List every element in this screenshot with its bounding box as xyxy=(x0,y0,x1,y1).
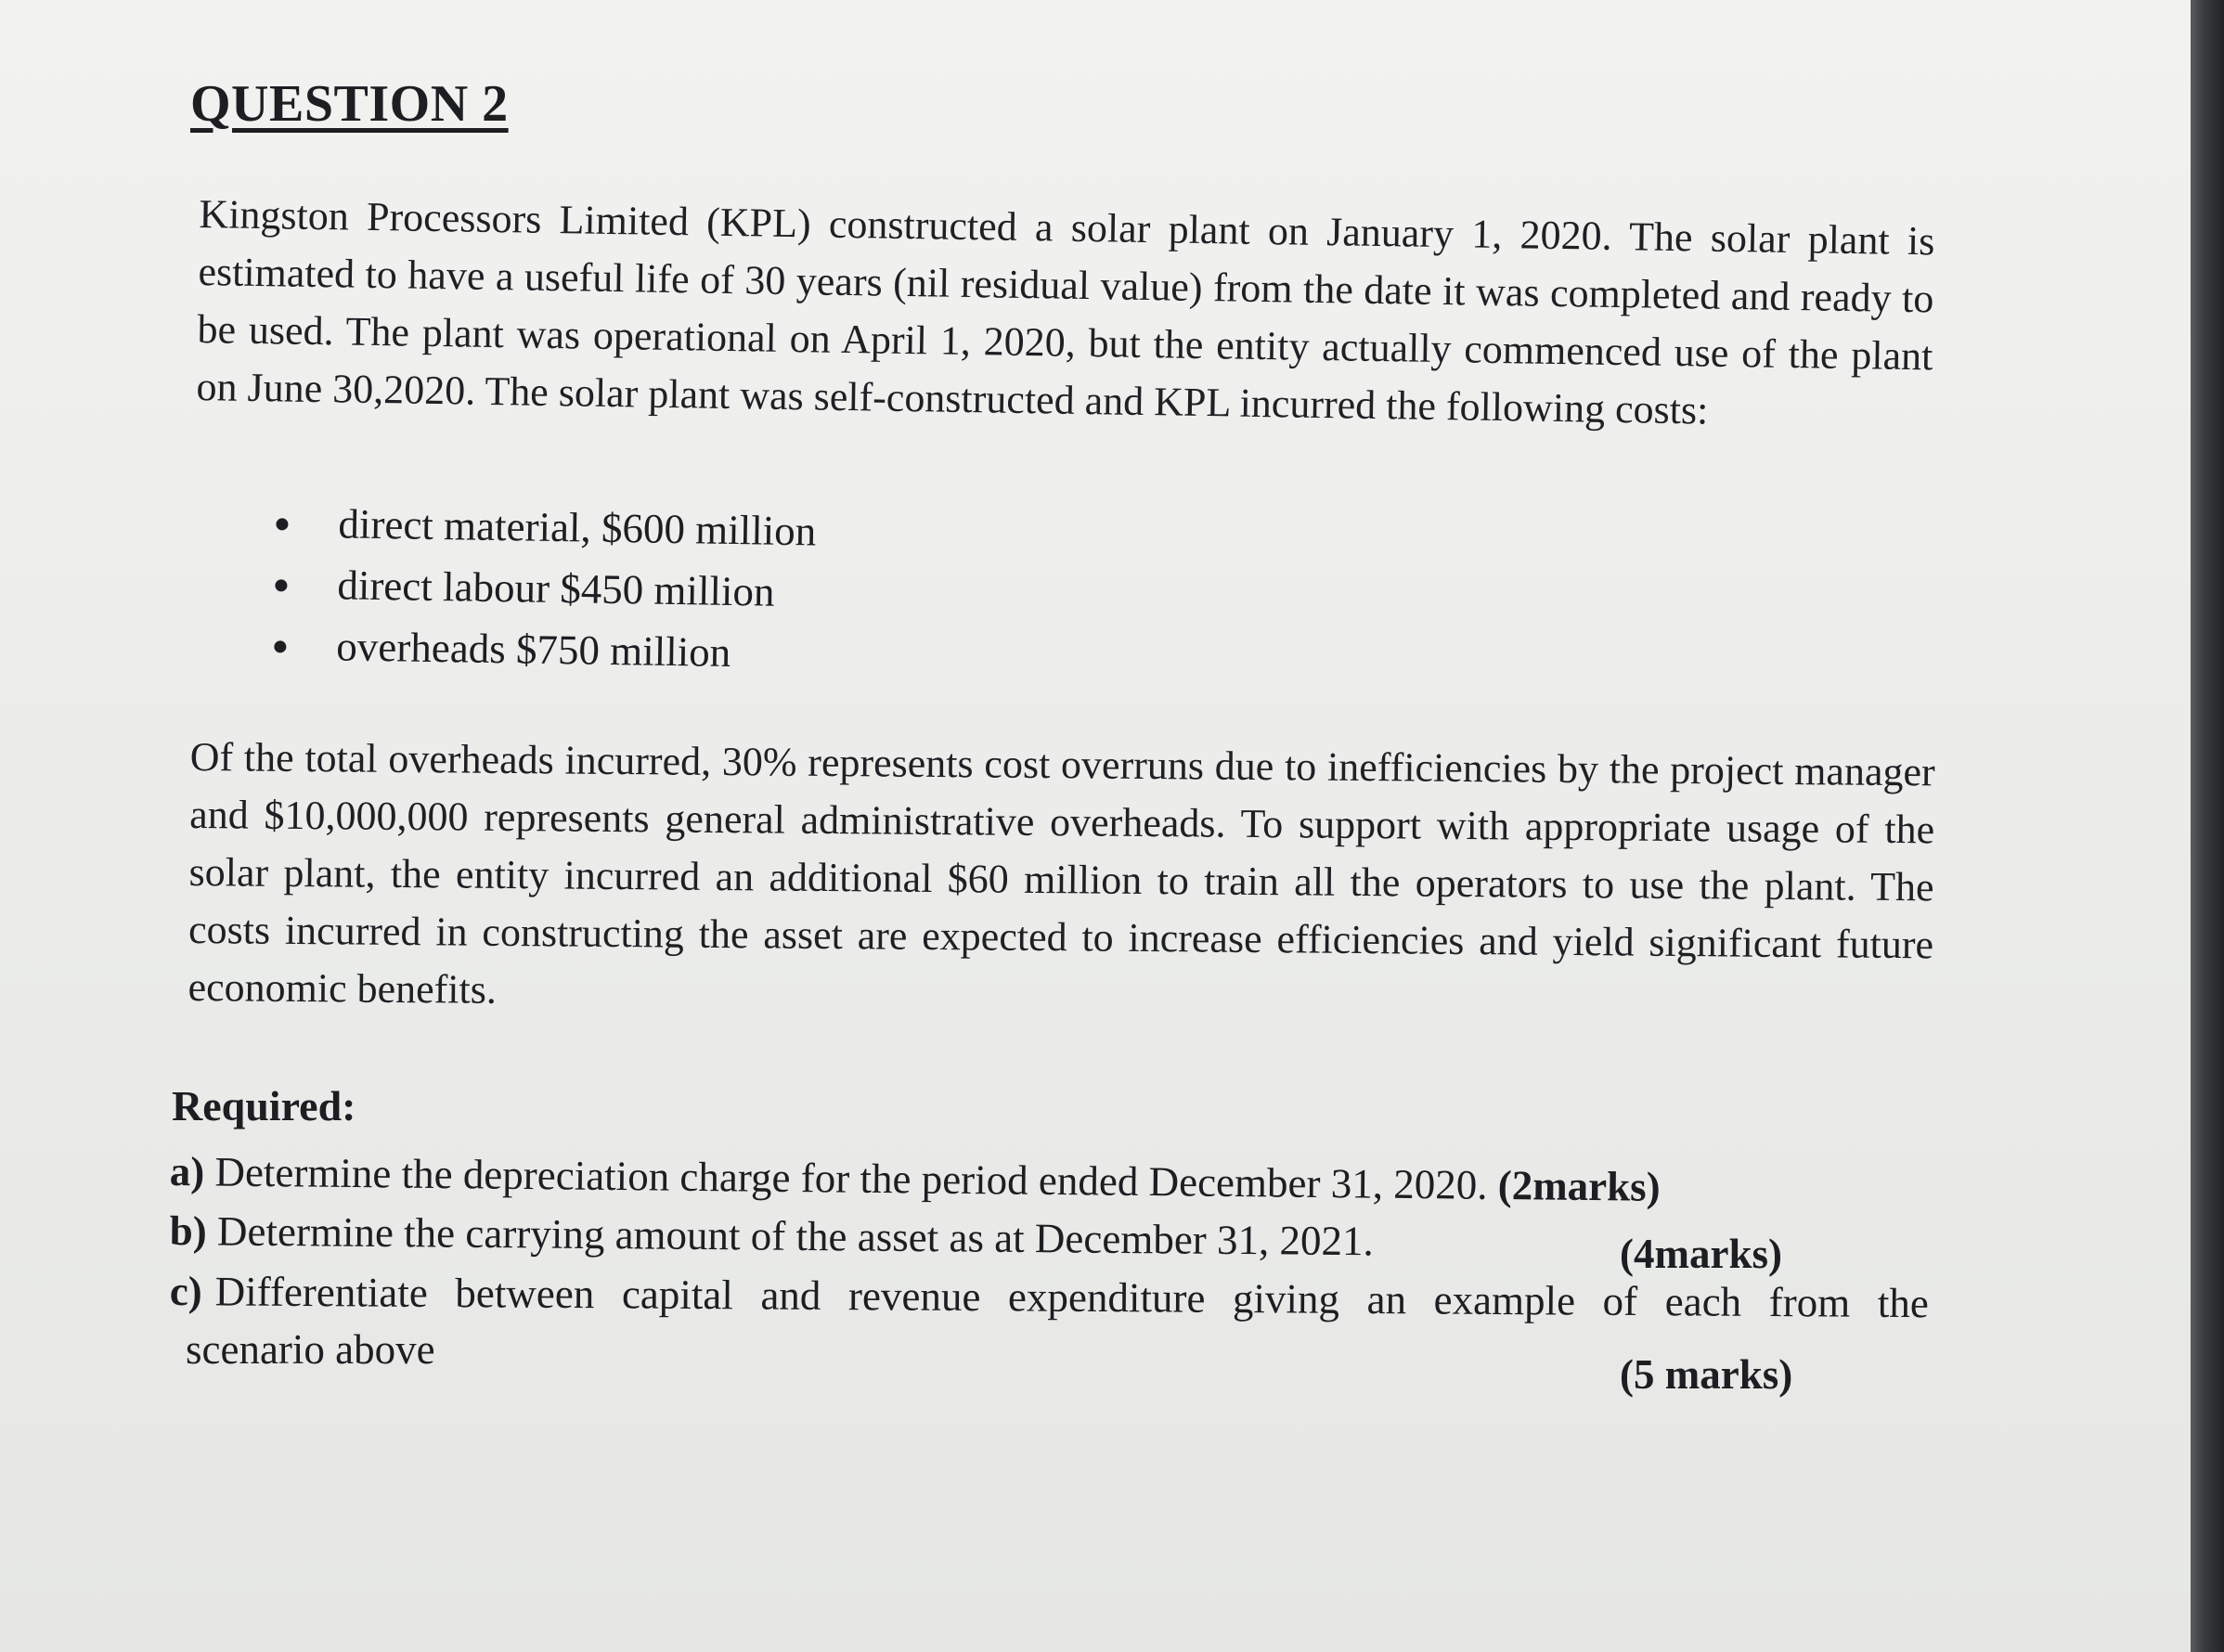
requirement-marks: (2marks) xyxy=(1497,1161,1661,1210)
requirement-letter: b) xyxy=(169,1207,208,1255)
bullet-icon xyxy=(274,640,286,652)
cost-item-text: overheads $750 million xyxy=(336,623,731,676)
requirement-text: Differentiate between capital and revenue expenditure giving an example of each from the xyxy=(214,1268,1929,1327)
bullet-icon xyxy=(275,579,287,591)
requirement-c-continuation: scenario above xyxy=(186,1326,435,1373)
requirement-text: Determine the depreciation charge for the period ended December 31, 2020. xyxy=(214,1148,1488,1208)
screen-bezel xyxy=(2191,0,2224,1652)
requirement-text: Determine the carrying amount of the asset as at December 31, 2021. xyxy=(216,1207,1375,1265)
required-heading: Required: xyxy=(172,1082,356,1129)
cost-list xyxy=(257,492,817,684)
list-item xyxy=(258,553,816,623)
list-item xyxy=(259,492,817,561)
requirement-letter: c) xyxy=(169,1268,202,1315)
scenario-paragraph-2: Of the total overheads incurred, 30% represents cost overruns due to inefficiencies by the project manager and $10,000,000 represents general administrative overheads. To support with appropriate usage of the solar plant, the entity incurred an additional $60 million to train all the operators to use the plant. The costs incurred in constructing the asset are expected to increase efficiencies and yield significant future economic benefits. xyxy=(187,733,1935,1013)
question-heading: QUESTION 2 xyxy=(190,75,509,133)
requirement-letter: a) xyxy=(169,1148,205,1195)
cost-item-text: direct material, $600 million xyxy=(338,500,817,555)
list-item xyxy=(257,614,815,684)
requirement-b xyxy=(170,1207,1374,1265)
scenario-paragraph-1: Kingston Processors Limited (KPL) constructed a solar plant on January 1, 2020. The solar plant is estimated to have a useful life of 30 years (nil residual value) from the date it was completed and ready to be used. The plant was operational on April 1, 2020, but the entity actually commenced use of the plant on June 30,2020. The solar plant was self-constructed and KPL incurred the following costs: xyxy=(196,190,1935,433)
requirement-c-marks: (5 marks) xyxy=(1620,1351,1793,1398)
cost-item-text: direct labour $450 million xyxy=(337,561,775,615)
bullet-icon xyxy=(276,518,288,530)
requirement-b-marks: (4marks) xyxy=(1620,1231,1782,1277)
requirement-a xyxy=(169,1147,1661,1211)
